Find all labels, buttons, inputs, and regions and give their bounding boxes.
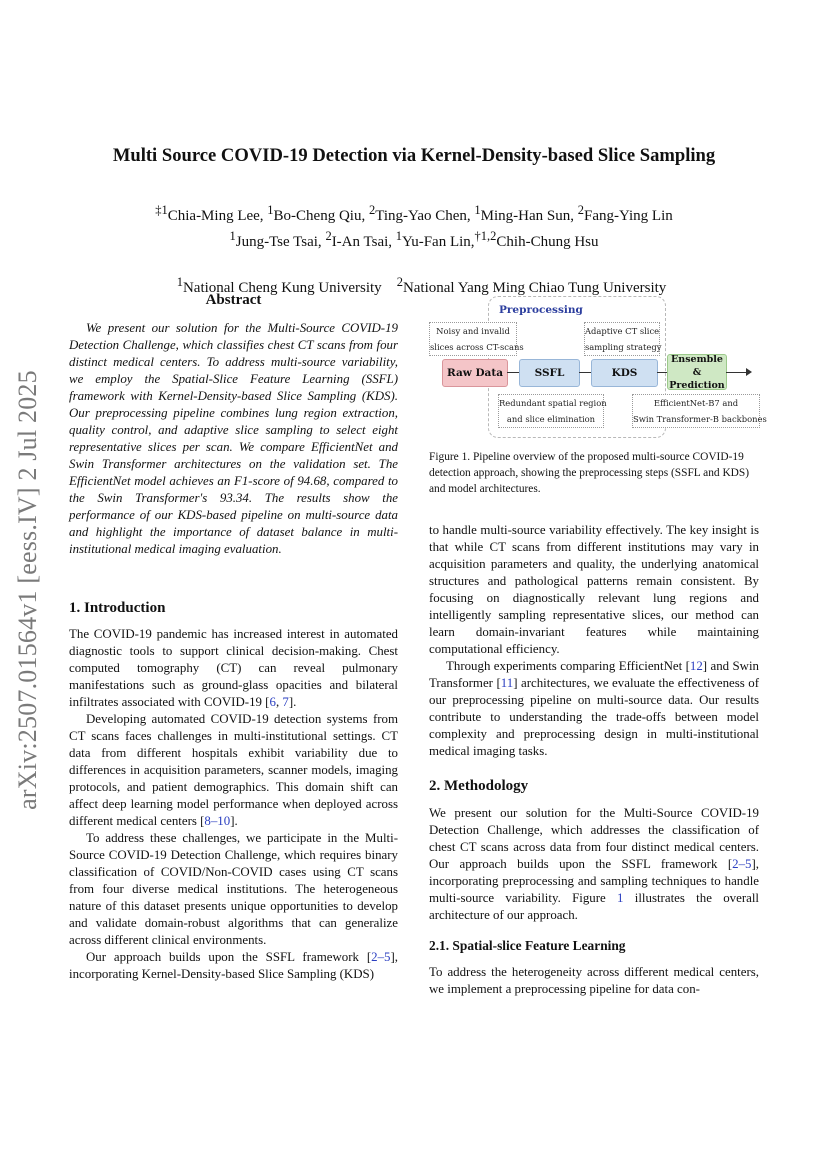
- affil-mark: 1: [474, 203, 481, 217]
- kds-block: KDS: [591, 359, 658, 387]
- affil-mark: 2: [577, 203, 585, 217]
- intro-paragraph-3: To address these challenges, we participate in the Multi-Source COVID-19 Detection Challenge, which requires binary classification of COVID/Non-COVID cases using CT scans from four diverse medical institutions. The heterogeneous nature of this dataset presents unique opportunities to develop and validate domain-robust algorithms that can generalize across different clinical environments.: [69, 831, 398, 947]
- right-column: [429, 297, 767, 998]
- block-label: Prediction: [669, 379, 725, 391]
- figure-caption: Figure 1. Pipeline overview of the proposed multi-source COVID-19 detection approach, showing the preprocessing steps (SSFL and KDS) and model architectures.: [429, 451, 750, 495]
- author-name: Ming-Han Sun,: [480, 208, 578, 224]
- text-run: We present our solution for the Multi-Source COVID-19 Detection Challenge, which addresses the classification of chest CT scans across data from four distinct medical centers. Our approach builds upon the SSFL framework [: [429, 806, 759, 871]
- intro-paragraph-continued: to handle multi-source variability effectively. The key insight is that while CT scans from different institutions may vary in acquisition parameters and quality, the underlying anatomical structures and pathological patterns remain consistent. By focusing on diagnostically relevant lung regions and intelligently sampling representative slices, our method can learn domain-invariant features while maintaining computational efficiency.: [429, 523, 759, 656]
- preprocessing-title: Preprocessing: [499, 304, 583, 316]
- affil-mark: 2: [396, 275, 403, 289]
- figure-reference-link[interactable]: 1: [617, 891, 624, 905]
- author-line-2: [0, 226, 828, 252]
- methodology-paragraph-1: [429, 805, 759, 924]
- affiliation-name: National Yang Ming Chiao Tung University: [402, 280, 667, 296]
- note-line: sampling strategy: [585, 342, 662, 352]
- affil-mark: †1,2: [474, 229, 497, 243]
- section-heading-methodology: 2. Methodology: [429, 778, 529, 794]
- author-name: Fang-Ying Lin: [584, 208, 673, 224]
- affil-mark: 1: [229, 229, 236, 243]
- author-name: Bo-Cheng Qiu,: [273, 208, 369, 224]
- note-line: and slice elimination: [506, 414, 596, 424]
- intro-paragraph-5: [429, 658, 759, 760]
- citation-link[interactable]: 2–5: [732, 857, 752, 871]
- text-run: illustrates the overall architecture of our approach.: [429, 891, 759, 922]
- citation-link[interactable]: 8–10: [204, 814, 231, 828]
- affil-mark: 1: [176, 275, 183, 289]
- note-line: slices across CT-scans: [430, 342, 524, 352]
- citation-link[interactable]: 12: [689, 659, 703, 673]
- author-name: Chia-Ming Lee,: [167, 208, 268, 224]
- text-run: ] architectures, we evaluate the effectiveness of our preprocessing pipeline on multi-source data. Our results contribute to understanding the trade-offs between model complexity and preprocessing design in multi-institutional medical imaging tasks.: [429, 676, 760, 758]
- affiliation-name: National Cheng Kung University: [182, 280, 397, 296]
- author-line-1: [0, 200, 828, 226]
- citation-link[interactable]: 6: [269, 695, 276, 709]
- note-line: Redundant spatial region: [499, 398, 607, 408]
- note-line: Noisy and invalid: [436, 326, 510, 336]
- paper-title: Multi Source COVID-19 Detection via Kernel-Density-based Slice Sampling: [112, 145, 716, 166]
- affil-mark: 1: [395, 229, 403, 243]
- abstract-heading: Abstract: [205, 292, 262, 308]
- affil-mark: 2: [368, 203, 376, 217]
- intro-paragraph-4: [69, 949, 398, 983]
- note-line: Swin Transformer-B backbones: [633, 414, 767, 424]
- figure-spacer: [429, 297, 767, 449]
- intro-paragraph-2: [69, 711, 398, 830]
- left-column: [69, 292, 398, 983]
- text-run: Developing automated COVID-19 detection systems from CT scans faces challenges in multi-institutional settings. CT data from different hospitals exhibit variability due to differences in acquisition parameters, scanner models, imaging protocols, and patient demographics. This domain shift can affect deep learning model performance when deployed across different medical centers [: [69, 712, 398, 828]
- text-run: ].: [230, 814, 238, 828]
- affil-mark: 1: [267, 203, 274, 217]
- arxiv-id: arXiv:2507.01564v1 [eess.IV] 2 Jul 2025: [13, 370, 42, 810]
- abstract-text: We present our solution for the Multi-Source COVID-19 Detection Challenge, which classifies chest CT scans from four distinct medical centers. To address multi-source variability, we employ the Spatial-Slice Feature Learning (SSFL) framework with Kernel-Density-based Slice Sampling (KDS). Our preprocessing pipeline combines lung region extraction, quality control, and adaptive slice sampling to select eight representative slices per scan. We compare EfficientNet and Swin Transformer architectures on the validation set. The EfficientNet model achieves an F1-score of 94.68, compared to the Swin Transformer's 93.34. The results show the performance of our KDS-based pipeline on multi-source data and highlight the importance of dataset balance in multi-institutional medical imaging evaluation.: [69, 321, 398, 556]
- section-heading-introduction: 1. Introduction: [69, 600, 166, 616]
- text-run: ], incorporating preprocessing and sampling techniques to handle multi-source variability. Figure: [429, 857, 759, 905]
- raw-data-block: Raw Data: [442, 359, 508, 387]
- note-line: Adaptive CT slice: [585, 326, 660, 336]
- author-name: Jung-Tse Tsai,: [235, 234, 326, 250]
- citation-link[interactable]: 2–5: [371, 950, 391, 964]
- text-run: ,: [275, 695, 283, 709]
- citation-link[interactable]: 11: [500, 676, 514, 690]
- author-name: Yu-Fan Lin,: [402, 234, 475, 250]
- text-run: ], incorporating Kernel-Density-based Slice Sampling (KDS): [69, 950, 398, 981]
- text-run: ] and Swin Transformer [: [429, 659, 759, 690]
- block-label: Ensemble &: [671, 353, 723, 378]
- ssfl-block: SSFL: [519, 359, 580, 387]
- citation-link[interactable]: 7: [282, 695, 289, 709]
- text-run: Through experiments comparing EfficientNet [: [446, 659, 690, 673]
- author-name: Ting-Yao Chen,: [375, 208, 475, 224]
- affil-mark: ‡1: [155, 203, 168, 217]
- arxiv-stamp: [6, 0, 50, 1171]
- text-run: Our approach builds upon the SSFL framework [: [86, 950, 372, 964]
- text-run: ].: [288, 695, 297, 709]
- author-name: I-An Tsai,: [331, 234, 396, 250]
- subsection-heading-ssfl: 2.1. Spatial-slice Feature Learning: [429, 938, 626, 953]
- author-name: Chih-Chung Hsu: [496, 234, 599, 250]
- intro-paragraph-1: [69, 626, 398, 711]
- note-line: EfficientNet-B7 and: [653, 398, 739, 408]
- affil-mark: 2: [325, 229, 332, 243]
- text-run: The COVID-19 pandemic has increased interest in automated diagnostic tools to support clinical decision-making. Chest computed tomography (CT) can reveal pulmonary manifestations such as ground-glass opacities and bilateral infiltrates associated with COVID-19 [: [69, 627, 398, 709]
- ssfl-paragraph-1: To address the heterogeneity across different medical centers, we implement a preprocessing pipeline for data con-: [429, 965, 759, 996]
